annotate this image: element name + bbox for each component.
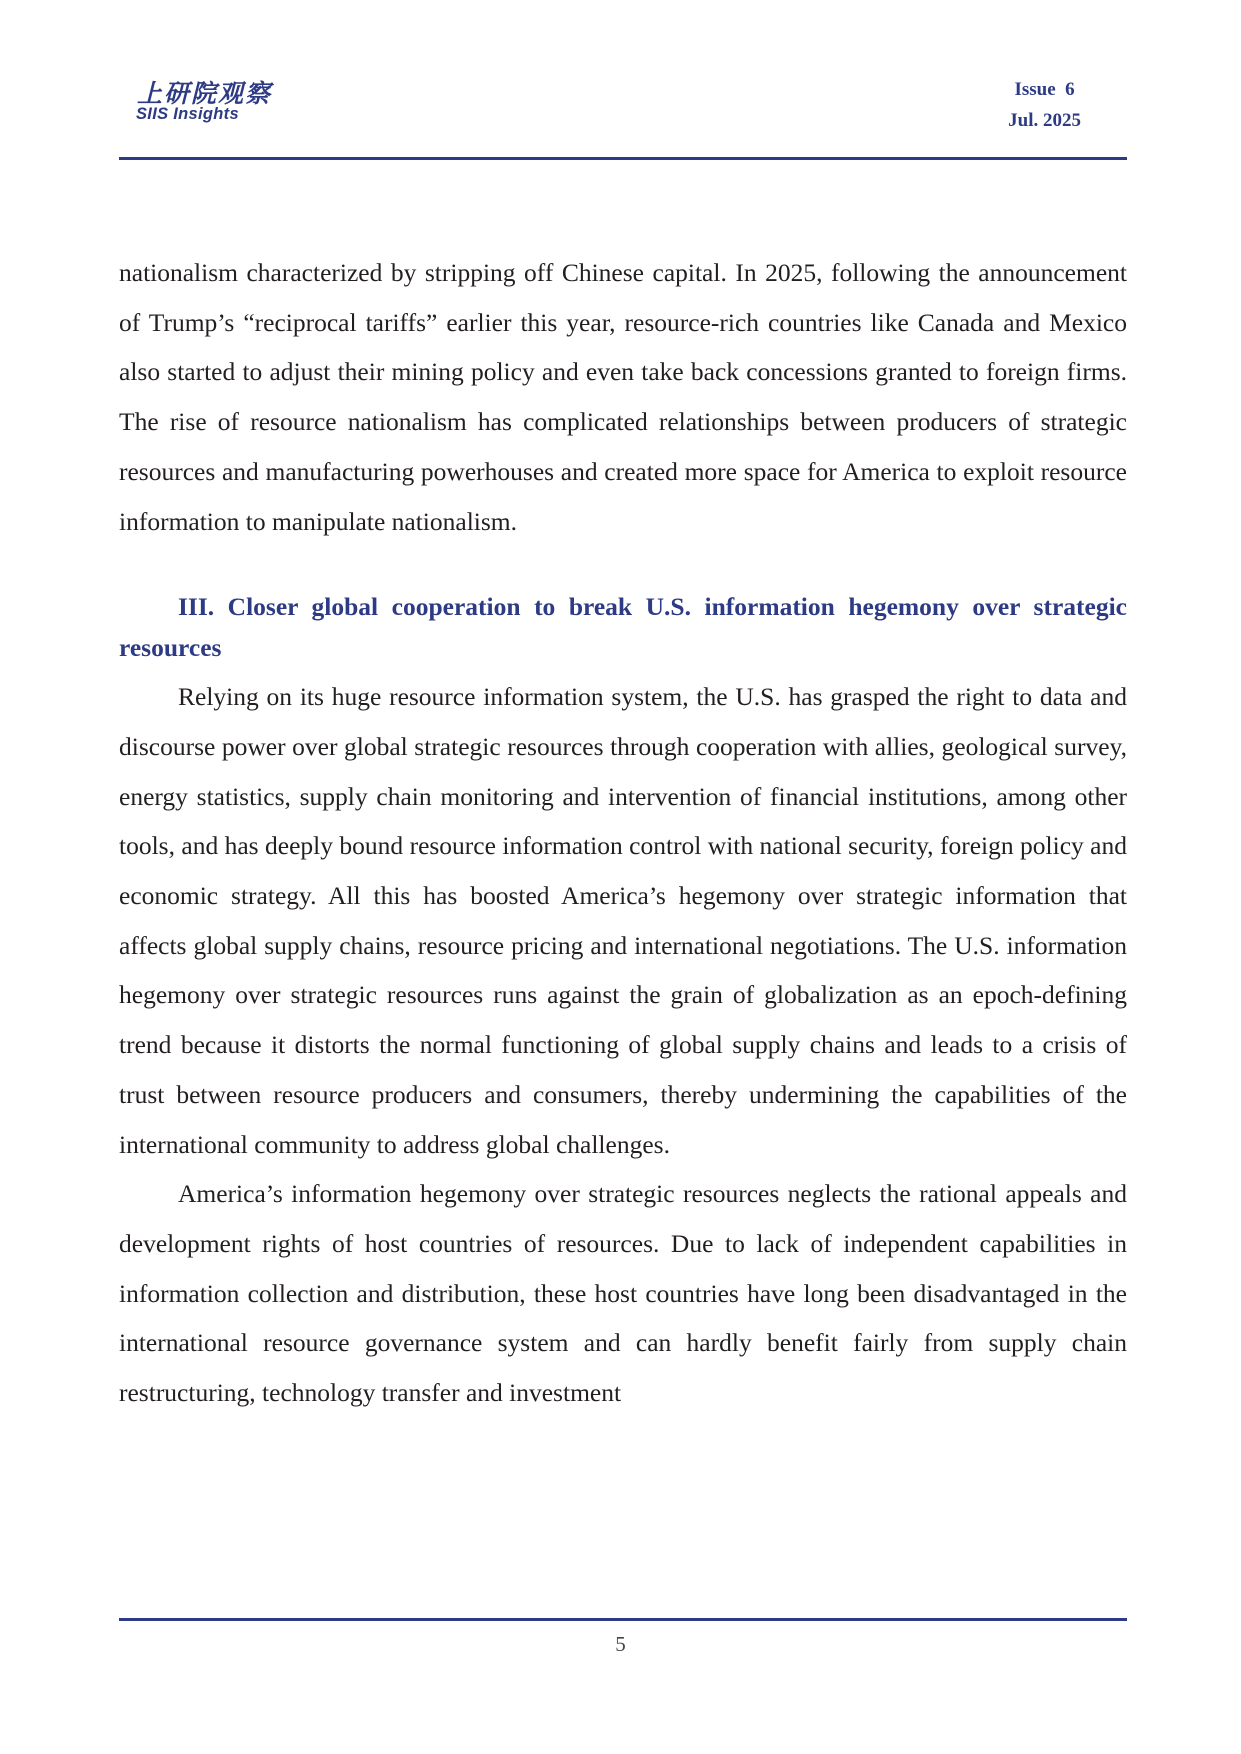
issue-info	[1008, 74, 1081, 136]
footer-divider	[119, 1618, 1127, 1621]
body-paragraph-1: nationalism characterized by stripping off Chinese capital. In 2025, following the announcement of Trump’s “reciprocal tariffs” earlier this year, resource-rich countries like Canada and Mexico also started to adjust their mining policy and even take back concessions granted to foreign firms. The rise of resource nationalism has complicated relationships between producers of strategic resources and manufacturing powerhouses and created more space for America to exploit resource information to manipulate nationalism.	[119, 258, 1127, 536]
issue-date: Jul. 2025	[1008, 110, 1081, 131]
issue-number: Issue 6	[1014, 79, 1075, 100]
body-paragraph-3: America’s information hegemony over strategic resources neglects the rational appeals and development rights of host countries of resources. Due to lack of independent capabilities in information collection and distribution, these host countries have long been disadvantaged in the international resource governance system and can hardly benefit fairly from supply chain restructuring, technology transfer and investment	[119, 1179, 1127, 1408]
body-paragraph-2: Relying on its huge resource information system, the U.S. has grasped the right to data and discourse power over global strategic resources through cooperation with allies, geological survey, energy statistics, supply chain monitoring and intervention of financial institutions, among other tools, and has deeply bound resource information control with national security, foreign policy and economic strategy. All this has boosted America’s hegemony over strategic information that affects global supply chains, resource pricing and international negotiations. The U.S. information hegemony over strategic resources runs against the grain of globalization as an epoch-defining trend because it distorts the normal functioning of global supply chains and leads to a crisis of trust between resource producers and consumers, thereby undermining the capabilities of the international community to address global challenges.	[119, 682, 1127, 1159]
page-header	[119, 72, 1127, 162]
logo-english-title: SIIS Insights	[136, 105, 239, 123]
header-divider	[119, 157, 1127, 160]
article-body	[119, 248, 1127, 1418]
page-number: 5	[615, 1632, 626, 1656]
section-heading: III. Closer global cooperation to break U.S. information hegemony over strategic resources	[119, 592, 1127, 663]
logo-chinese-title: 上研院观察	[137, 79, 273, 108]
